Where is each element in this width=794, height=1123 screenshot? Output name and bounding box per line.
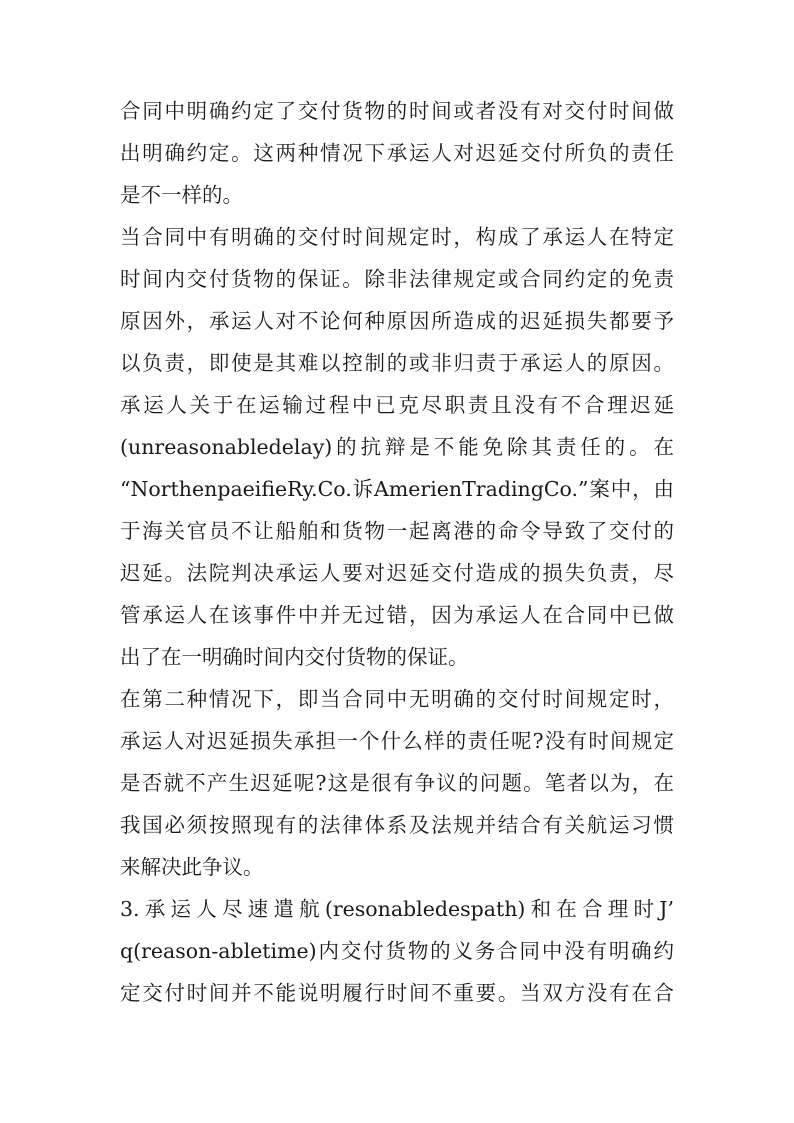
text-line: (unreasonabledelay)的抗辩是不能免除其责任的。在 — [120, 435, 674, 459]
text-line: 是否就不产生迟延呢?这是很有争议的问题。笔者以为，在 — [120, 771, 674, 795]
text-line: “NorthenpaeifieRy.Co.诉AmerienTradingCo.”案中，由 — [120, 477, 674, 501]
text-line: 承运人关于在运输过程中已克尽职责且没有不合理迟延 — [120, 393, 674, 417]
text-line: 我国必须按照现有的法律体系及法规并结合有关航运习惯 — [120, 813, 674, 837]
text-line: 以负责，即使是其难以控制的或非归责于承运人的原因。 — [120, 351, 674, 375]
text-line: 于海关官员不让船舶和货物一起离港的命令导致了交付的 — [120, 519, 674, 543]
text-line: 合同中明确约定了交付货物的时间或者没有对交付时间做 — [120, 99, 674, 123]
text-line: 是不一样的。 — [120, 183, 243, 207]
text-line: 时间内交付货物的保证。除非法律规定或合同约定的免责 — [120, 267, 674, 291]
text-line: 原因外，承运人对不论何种原因所造成的迟延损失都要予 — [120, 309, 674, 333]
text-line: 出了在一明确时间内交付货物的保证。 — [120, 645, 469, 669]
text-line: 管承运人在该事件中并无过错，因为承运人在合同中已做 — [120, 603, 674, 627]
text-line: 出明确约定。这两种情况下承运人对迟延交付所负的责任 — [120, 141, 674, 165]
text-line: 承运人对迟延损失承担一个什么样的责任呢?没有时间规定 — [120, 729, 674, 753]
text-line: q(reason-abletime)内交付货物的义务合同中没有明确约 — [120, 939, 674, 963]
text-line: 当合同中有明确的交付时间规定时，构成了承运人在特定 — [120, 225, 674, 249]
text-line: 来解决此争议。 — [120, 855, 264, 879]
text-line: 在第二种情况下，即当合同中无明确的交付时间规定时， — [120, 687, 674, 711]
text-line: 定交付时间并不能说明履行时间不重要。当双方没有在合 — [120, 981, 674, 1005]
text-line: 3.承运人尽速遣航(resonabledespath)和在合理时J’ — [120, 897, 674, 921]
text-line: 迟延。法院判决承运人要对迟延交付造成的损失负责，尽 — [120, 561, 674, 585]
